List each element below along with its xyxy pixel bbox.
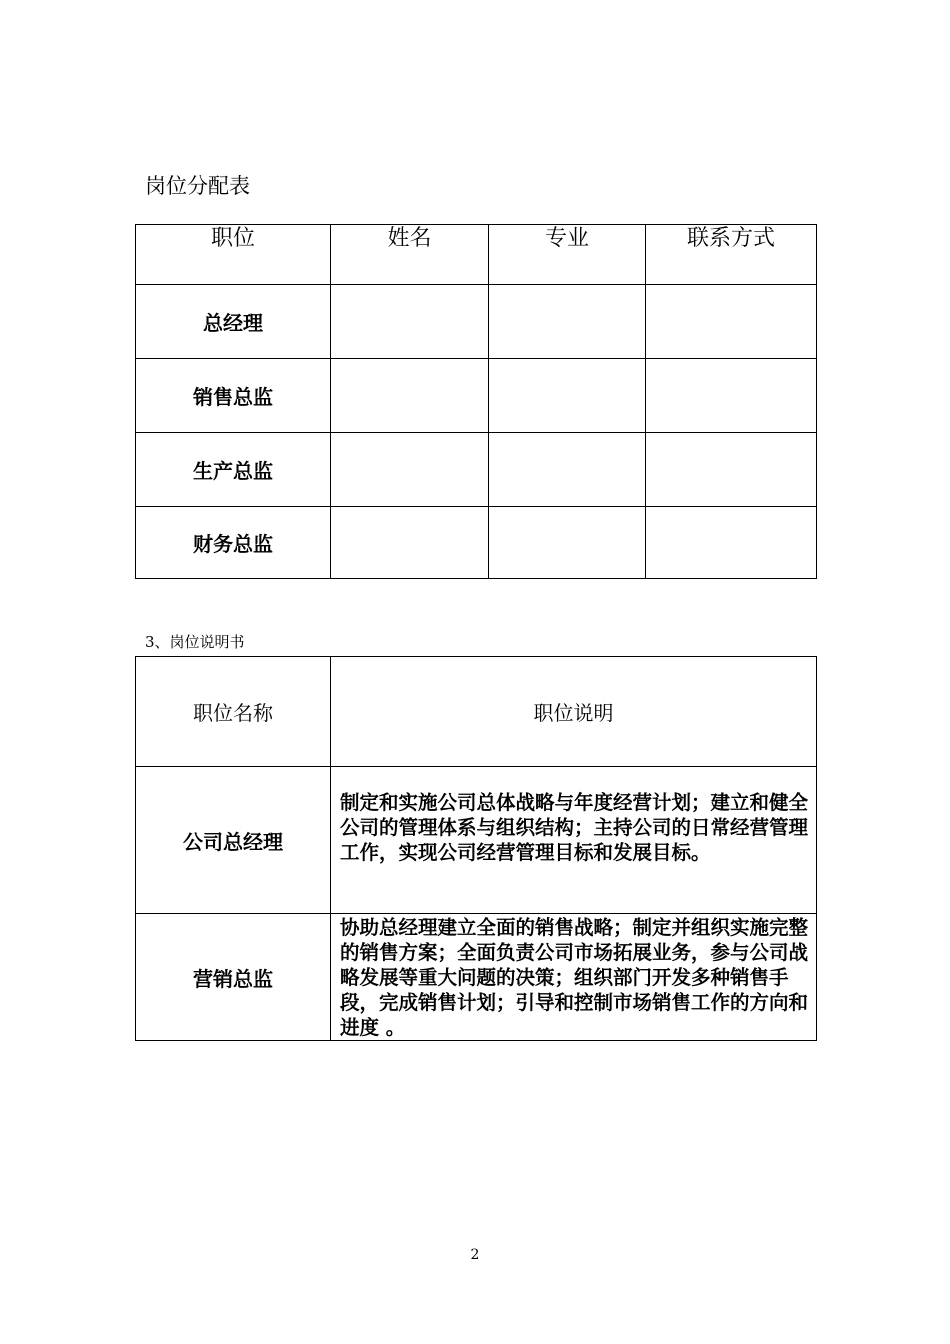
table-row (136, 767, 817, 914)
column-header-major: 专业 (489, 225, 646, 285)
description-cell: 协助总经理建立全面的销售战略；制定并组织实施完整的销售方案；全面负责公司市场拓展业务，参与公司战略发展等重大问题的决策；组织部门开发多种销售手段，完成销售计划；引导和控制市场销售工作的方向和进度 。 (331, 914, 817, 1041)
table-row (136, 433, 817, 507)
position-cell: 销售总监 (136, 359, 331, 433)
position-title-cell: 公司总经理 (136, 767, 331, 914)
table-header-row (136, 225, 817, 285)
table-row (136, 285, 817, 359)
contact-cell[interactable] (646, 433, 817, 507)
position-cell: 财务总监 (136, 507, 331, 579)
table-row (136, 914, 817, 1041)
page-number: 2 (470, 1247, 480, 1263)
name-cell[interactable] (331, 359, 489, 433)
column-header-description: 职位说明 (331, 657, 817, 767)
contact-cell[interactable] (646, 285, 817, 359)
description-cell: 制定和实施公司总体战略与年度经营计划；建立和健全公司的管理体系与组织结构；主持公司的日常经营管理工作，实现公司经营管理目标和发展目标。 (331, 767, 817, 914)
name-cell[interactable] (331, 507, 489, 579)
job-description-table (135, 656, 817, 1041)
column-header-position: 职位 (136, 225, 331, 285)
column-header-contact: 联系方式 (646, 225, 817, 285)
contact-cell[interactable] (646, 359, 817, 433)
major-cell[interactable] (489, 433, 646, 507)
position-cell: 生产总监 (136, 433, 331, 507)
major-cell[interactable] (489, 285, 646, 359)
table-header-row (136, 657, 817, 767)
column-header-name: 姓名 (331, 225, 489, 285)
name-cell[interactable] (331, 433, 489, 507)
job-description-caption: 3、岗位说明书 (145, 633, 245, 651)
position-cell: 总经理 (136, 285, 331, 359)
name-cell[interactable] (331, 285, 489, 359)
table-row (136, 507, 817, 579)
major-cell[interactable] (489, 507, 646, 579)
contact-cell[interactable] (646, 507, 817, 579)
position-title-cell: 营销总监 (136, 914, 331, 1041)
allocation-table-title: 岗位分配表 (145, 174, 250, 198)
job-allocation-table (135, 224, 817, 579)
table-row (136, 359, 817, 433)
major-cell[interactable] (489, 359, 646, 433)
column-header-position-title: 职位名称 (136, 657, 331, 767)
